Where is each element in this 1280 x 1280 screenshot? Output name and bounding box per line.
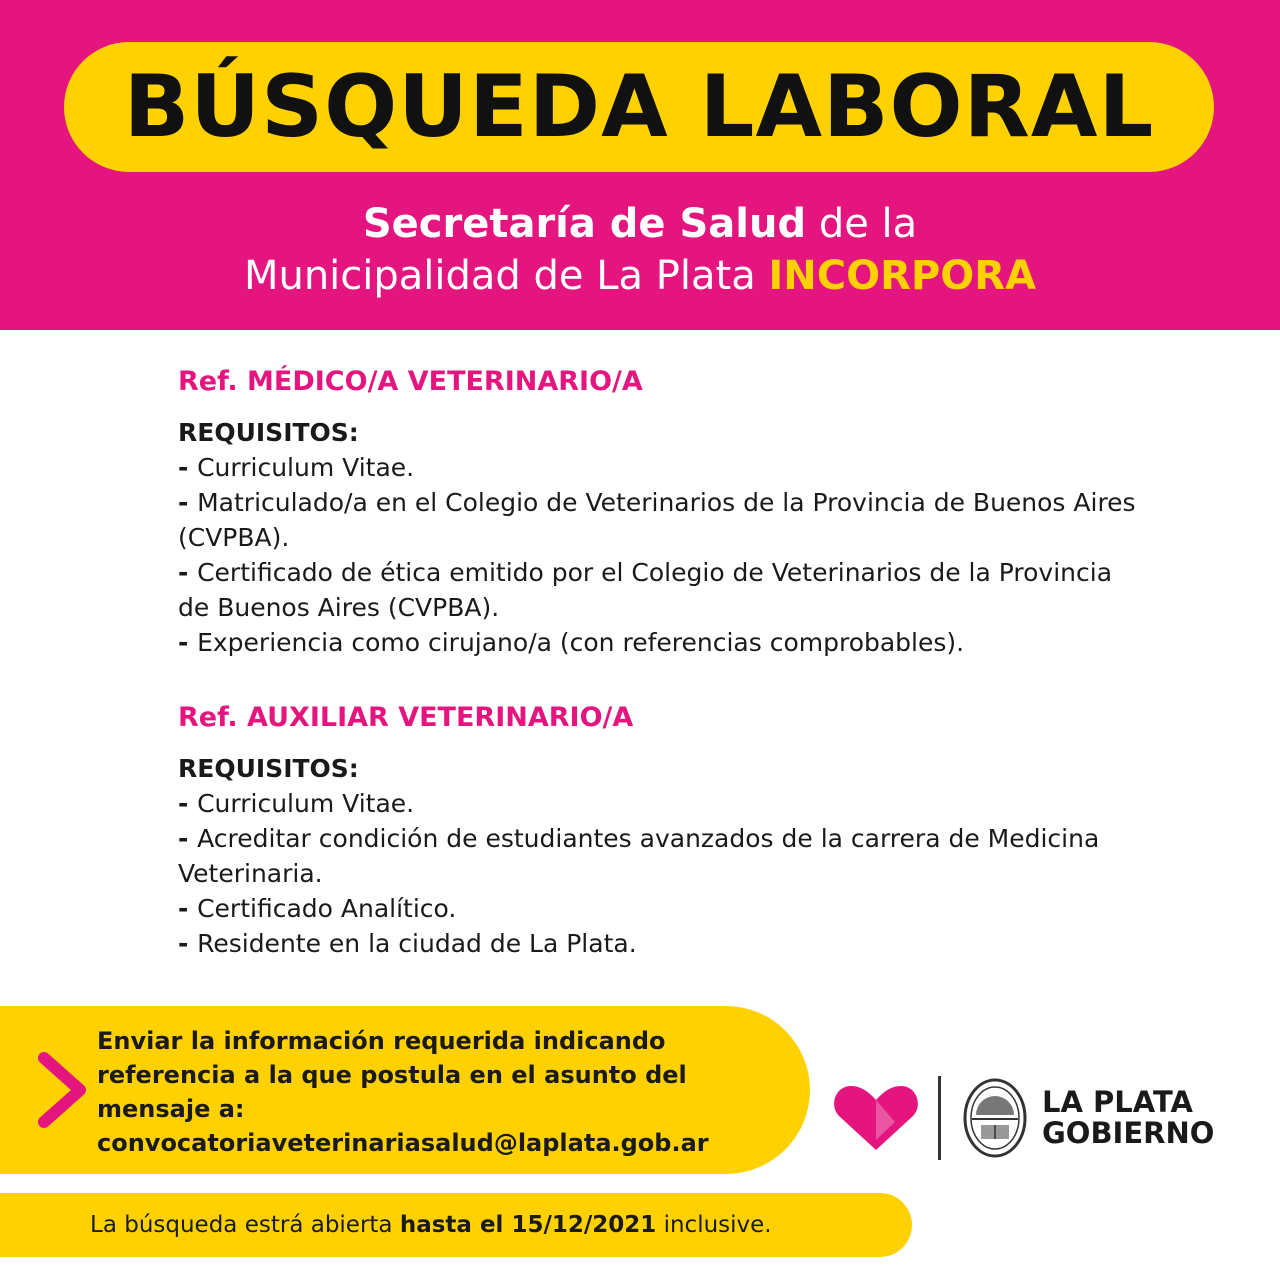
deadline-banner (0, 1193, 912, 1257)
requirements-list (178, 786, 1138, 961)
page-title: BÚSQUEDA LABORAL (123, 57, 1155, 157)
subtitle-connector: de la (806, 201, 918, 247)
deadline-text-before: La búsqueda estrá abierta (90, 1212, 393, 1238)
requirement-item: - Matriculado/a en el Colegio de Veterinarios de la Provincia de Buenos Aires (CVPBA). (178, 488, 1136, 552)
requirement-item: - Curriculum Vitae. (178, 789, 415, 818)
position-section (178, 362, 1138, 660)
requirement-item: - Acreditar condición de estudiantes avanzados de la carrera de Medicina Veterinaria. (178, 824, 1100, 888)
position-ref: Ref. MÉDICO/A VETERINARIO/A (178, 366, 643, 397)
heart-logo-icon (833, 1082, 919, 1152)
requirement-item: - Certificado de ética emitido por el Colegio de Veterinarios de la Provincia de Buenos Aires (CVPBA). (178, 558, 1113, 622)
deadline-text-after: inclusive. (663, 1212, 772, 1238)
subtitle-organization: Secretaría de Salud (362, 201, 807, 247)
requirement-item: - Certificado Analítico. (178, 894, 457, 923)
instructions-body: Enviar la información requerida indicando referencia a la que postula en el asunto del mensaje a: (97, 1027, 687, 1123)
requirement-item: - Residente en la ciudad de La Plata. (178, 929, 637, 958)
position-ref: Ref. AUXILIAR VETERINARIO/A (178, 702, 634, 733)
subtitle-highlight: INCORPORA (768, 253, 1037, 299)
subtitle-line-1 (0, 198, 1280, 250)
application-instructions (0, 1006, 810, 1174)
requirement-item: - Curriculum Vitae. (178, 453, 415, 482)
requirements-title: REQUISITOS: (178, 754, 359, 783)
logo-divider (938, 1076, 941, 1160)
contact-email-link[interactable]: convocatoriaveterinariasalud@laplata.gob.ar (97, 1129, 709, 1157)
requirement-item: - Experiencia como cirujano/a (con referencias comprobables). (178, 628, 965, 657)
subtitle (0, 198, 1280, 302)
city-seal-icon (962, 1077, 1028, 1159)
title-pill (64, 42, 1214, 172)
instructions-text (97, 1024, 797, 1160)
header-banner (0, 0, 1280, 330)
subtitle-line-2 (0, 250, 1280, 302)
subtitle-municipality: Municipalidad de La Plata (243, 253, 769, 299)
deadline-date: hasta el 15/12/2021 (399, 1212, 657, 1238)
position-section (178, 698, 1138, 961)
positions-content (178, 362, 1138, 961)
chevron-right-icon (30, 1050, 90, 1130)
la-plata-gobierno-logo (1042, 1087, 1214, 1149)
requirements-title: REQUISITOS: (178, 418, 359, 447)
requirements-list (178, 450, 1138, 660)
logo-line-1: LA PLATA (1042, 1085, 1193, 1119)
logo-line-2: GOBIERNO (1042, 1116, 1215, 1150)
